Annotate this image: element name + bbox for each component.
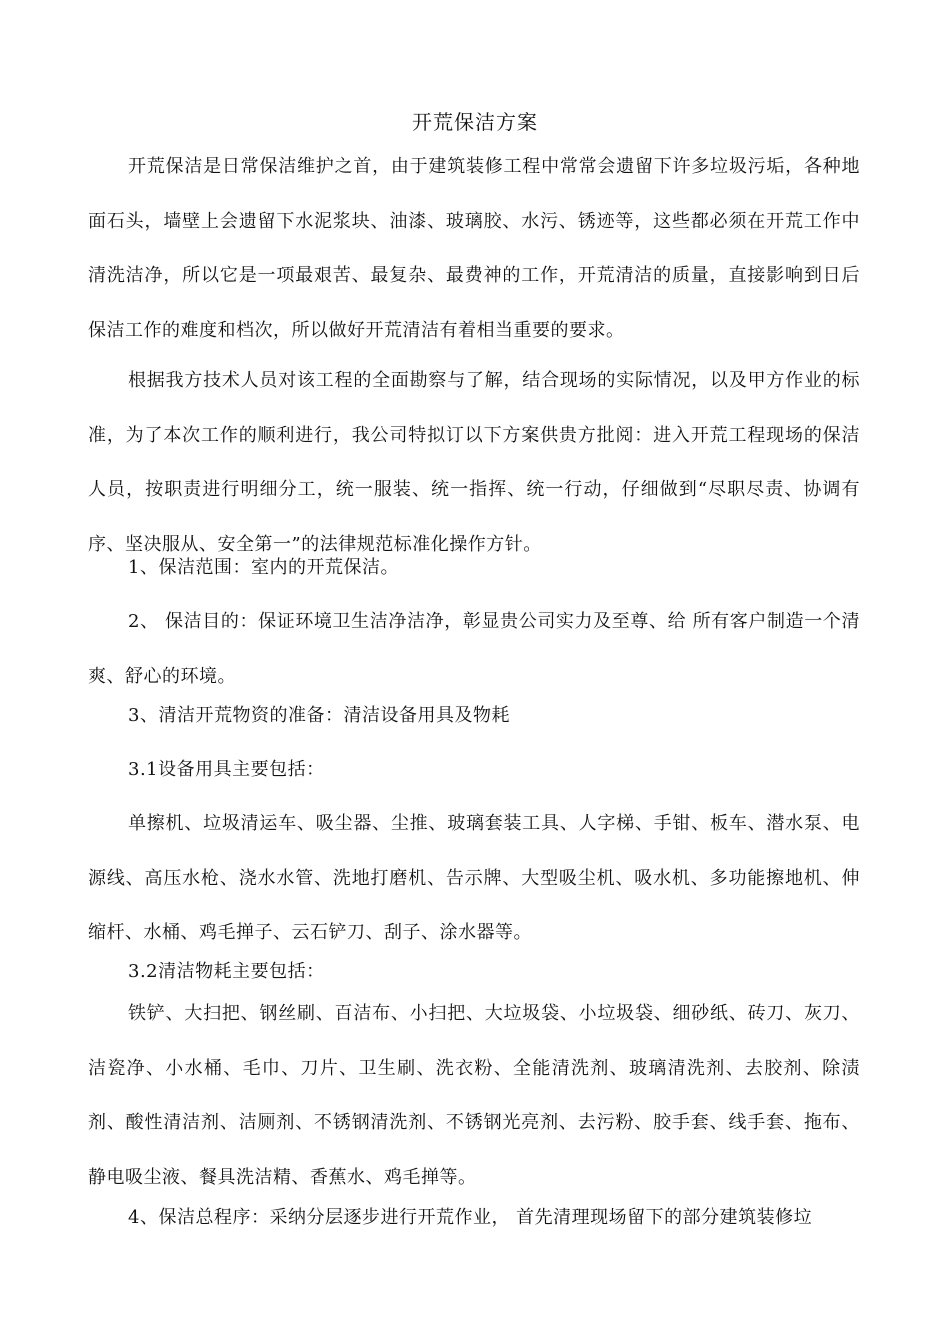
paragraph-basis: 根据我方技术人员对该工程的全面勘察与了解，结合现场的实际情况，以及甲方作业的标准，为了本次工作的顺利进行，我公司特拟订以下方案供贵方批阅：进入开荒工程现场的保洁人员，按职责进行明细分工，统一服装、统一指挥、统一行动，仔细做到“尽职尽责、协调有序、坚决服从、安全第一”的法律规范标准化操作方针。 <box>88 370 860 555</box>
paragraph-procedure: 4、保洁总程序：采纳分层逐步进行开荒作业， 首先清理现场留下的部分建筑装修垃 <box>128 1207 813 1228</box>
paragraph-equipment-list: 单擦机、垃圾清运车、吸尘器、尘推、玻璃套装工具、人字梯、手钳、板车、潜水泵、电源线、高压水枪、浇水水管、洗地打磨机、告示牌、大型吸尘机、吸水机、多功能擦地机、伸缩杆、水桶、鸡毛掸子、云石铲刀、刮子、涂水器等。 <box>88 813 860 943</box>
document-title: 开荒保洁方案 <box>412 110 538 134</box>
paragraph-consumables-heading: 3.2清洁物耗主要包括： <box>128 961 325 982</box>
paragraph-equipment-heading: 3.1设备用具主要包括： <box>128 759 325 780</box>
paragraph-consumables-list: 铁铲、大扫把、钢丝刷、百洁布、小扫把、大垃圾袋、小垃圾袋、细砂纸、砖刀、灰刀、洁瓷净、小水桶、毛巾、刀片、卫生刷、洗衣粉、全能清洗剂、玻璃清洗剂、去胶剂、除渍剂、酸性清洁剂、洁厕剂、不锈钢清洗剂、不锈钢光亮剂、去污粉、胶手套、线手套、拖布、静电吸尘液、餐具洗洁精、香蕉水、鸡毛掸等。 <box>88 1003 860 1188</box>
paragraph-intro: 开荒保洁是日常保洁维护之首，由于建筑装修工程中常常会遗留下许多垃圾污垢，各种地面石头，墙壁上会遗留下水泥浆块、油漆、玻璃胶、水污、锈迹等，这些都必须在开荒工作中清洗洁净，所以它是一项最艰苦、最复杂、最费神的工作，开荒清洁的质量，直接影响到日后保洁工作的难度和档次，所以做好开荒清洁有着相当重要的要求。 <box>88 156 860 341</box>
paragraph-materials: 3、清洁开荒物资的准备：清洁设备用具及物耗 <box>128 705 510 726</box>
paragraph-purpose: 2、 保洁目的：保证环境卫生洁净洁净，彰显贵公司实力及至尊、给 所有客户制造一个清爽、舒心的环境。 <box>88 611 860 687</box>
paragraph-scope: 1、保洁范围：室内的开荒保洁。 <box>128 557 399 578</box>
